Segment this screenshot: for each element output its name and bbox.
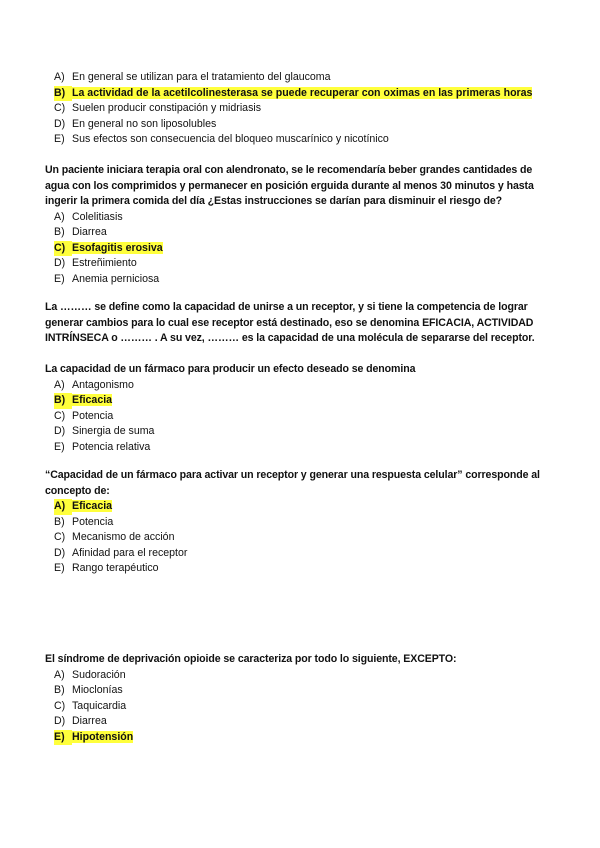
question-3 [45, 300, 545, 347]
question-4-options [45, 378, 545, 456]
question-3-stem: La ……… se define como la capacidad de unirse a un receptor, y si tiene la competencia de lograr generar cambios para lo cual ese receptor está destinado, eso se denomina EFICACIA, ACTIVIDAD INTRÍNSECA o ……… . A su vez, ……… es la capacidad de una molécula de separarse del receptor. [45, 301, 535, 344]
option-6c: C) Taquicardia [54, 699, 127, 712]
question-5-options [45, 499, 545, 577]
option-5d: D) Afinidad para el receptor [54, 546, 188, 559]
option-1a: A) En general se utilizan para el tratamiento del glaucoma [54, 71, 331, 83]
option-1d: D) En general no son liposolubles [54, 117, 217, 130]
question-1-options [45, 70, 545, 148]
option-5b: B) Potencia [54, 515, 114, 528]
question-4 [45, 362, 545, 455]
question-2-options [45, 210, 545, 288]
question-6-stem: El síndrome de deprivación opioide se caracteriza por todo lo siguiente, EXCEPTO: [45, 653, 457, 665]
question-5-stem: “Capacidad de un fármaco para activar un receptor y generar una respuesta celular” corresponde al concepto de: [45, 469, 540, 497]
option-1e: E) Sus efectos son consecuencia del bloqueo muscarínico y nicotínico [54, 133, 389, 145]
option-4b: B) Eficacia [45, 393, 545, 409]
option-6b: B) Mioclonías [54, 684, 123, 696]
option-4c: C) Potencia [54, 409, 114, 422]
option-1c: C) Suelen producir constipación y midriasis [54, 102, 262, 114]
option-2a: A) Colelitiasis [54, 210, 123, 223]
option-4a: A) Antagonismo [54, 378, 134, 391]
option-5a: A) Eficacia [45, 499, 545, 515]
question-2-stem: Un paciente iniciara terapia oral con alendronato, se le recomendaría beber grandes cantidades de agua con los comprimidos y permanecer en posición erguida durante al menos 30 minutos y hasta ingerir la primera comida del día ¿Estas instrucciones se darían para disminuir el riesgo de? [45, 164, 534, 207]
option-6a: A) Sudoración [54, 668, 126, 681]
option-4e: E) Potencia relativa [54, 440, 151, 453]
question-1 [45, 70, 545, 148]
question-2 [45, 163, 545, 287]
option-2c: C) Esofagitis erosiva [45, 241, 545, 257]
option-5e: E) Rango terapéutico [54, 562, 159, 574]
question-5 [45, 468, 545, 577]
option-4d: D) Sinergia de suma [54, 425, 155, 437]
option-6d: D) Diarrea [54, 715, 107, 727]
question-4-stem: La capacidad de un fármaco para producir un efecto deseado se denomina [45, 363, 416, 375]
option-1b: B) La actividad de la acetilcolinesterasa se puede recuperar con oximas en las primeras horas [45, 86, 545, 102]
option-5c: C) Mecanismo de acción [54, 531, 175, 543]
question-6 [45, 652, 545, 745]
option-2b: B) Diarrea [54, 226, 107, 238]
question-6-options [45, 668, 545, 746]
option-2d: D) Estreñimiento [54, 257, 137, 269]
option-6e: E) Hipotensión [45, 730, 545, 746]
option-2e: E) Anemia perniciosa [54, 272, 160, 285]
